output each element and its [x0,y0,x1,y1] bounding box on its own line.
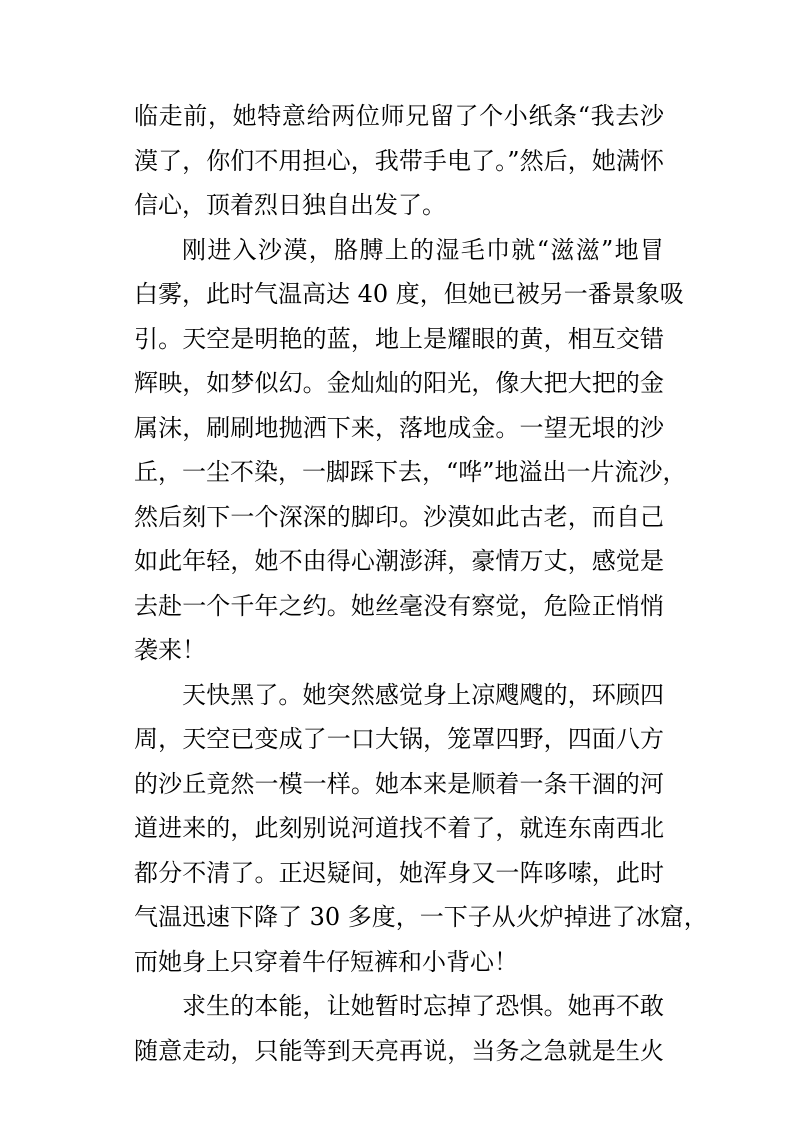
text-line: 而她身上只穿着牛仔短裤和小背心！ [134,947,518,976]
text-line: 辉映，如梦似幻。金灿灿的阳光，像大把大把的金 [134,369,664,397]
text-line: 袭来！ [134,636,206,664]
text-line: 然后刻下一个深深的脚印。沙漠如此古老，而自己 [134,502,664,531]
text-line: 白雾，此时气温高达 40 度，但她已被另一番景象吸 [134,280,684,308]
text-line: 求生的本能，让她暂时忘掉了恐惧。她再不敢 [182,992,664,1020]
text-line: 如此年轻，她不由得心潮澎湃，豪情万丈，感觉是 [134,547,664,575]
body-text [134,94,708,1073]
text-line: 刚进入沙漠，胳膊上的湿毛巾就“滋滋”地冒 [182,235,664,264]
text-line: 信心，顶着烈日独自出发了。 [134,191,446,219]
text-line: 气温迅速下降了 30 多度，一下子从火炉掉进了冰窟， [134,903,708,931]
text-line: 属沫，刷刷地抛洒下来，落地成金。一望无垠的沙 [134,413,664,442]
text-line: 丘，一尘不染，一脚踩下去，“哗”地溢出一片流沙， [134,458,687,486]
text-line: 随意走动，只能等到天亮再说，当务之急就是生火 [134,1036,664,1065]
text-line: 都分不清了。正迟疑间，她浑身又一阵哆嗦，此时 [134,858,664,887]
text-line: 道进来的，此刻别说河道找不着了，就连东南西北 [134,814,664,842]
text-line: 临走前，她特意给两位师兄留了个小纸条“我去沙 [134,102,664,130]
text-line: 天快黑了。她突然感觉身上凉飕飕的，环顾四 [182,680,664,709]
text-line: 漠了，你们不用担心，我带手电了。”然后，她满怀 [134,146,664,175]
text-line: 去赴一个千年之约。她丝毫没有察觉，危险正悄悄 [134,591,664,620]
text-line: 引。天空是明艳的蓝，地上是耀眼的黄，相互交错 [134,324,664,353]
text-line: 的沙丘竟然一模一样。她本来是顺着一条干涸的河 [134,769,664,798]
text-line: 周，天空已变成了一口大锅，笼罩四野，四面八方 [134,725,664,753]
